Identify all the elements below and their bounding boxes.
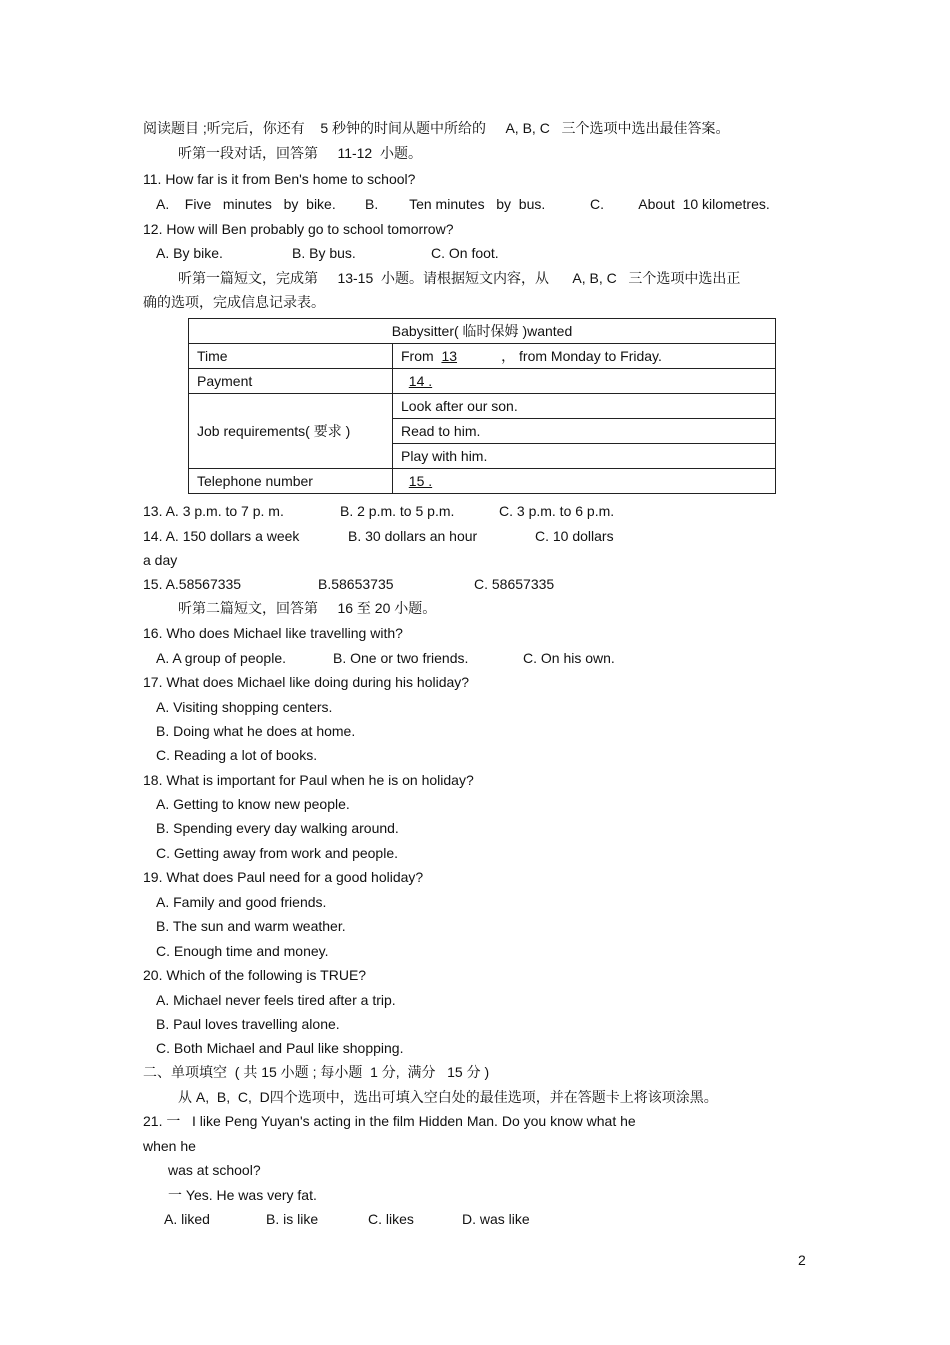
q16-option-b: B. One or two friends.	[333, 650, 469, 666]
q11-stem: 11. How far is it from Ben's home to school?	[143, 171, 416, 187]
q13-option-a: 13. A. 3 p.m. to 7 p. m.	[143, 503, 284, 519]
time-from: From	[401, 348, 434, 364]
q16-stem: 16. Who does Michael like travelling with?	[143, 625, 403, 641]
q15-option-a: 15. A.58567335	[143, 576, 242, 592]
q20-option-b: B. Paul loves travelling alone.	[156, 1016, 340, 1032]
blank-15: 15 .	[408, 473, 433, 489]
time-cell	[393, 344, 776, 369]
section-2-heading-cont: 确的选项，完成信息记录表。	[143, 294, 325, 310]
q15-option-b: B.58653735	[318, 576, 394, 592]
q17-option-c: C. Reading a lot of books.	[156, 747, 318, 763]
job-item: Play with him.	[393, 444, 776, 469]
q21-option-c: C. likes	[368, 1211, 414, 1227]
q21-line-4: 一 Yes. He was very fat.	[168, 1187, 317, 1203]
q20-option-c: C. Both Michael and Paul like shopping.	[156, 1040, 404, 1056]
q18-stem: 18. What is important for Paul when he is on holiday?	[143, 772, 474, 788]
job-label: Job requirements( 要求 )	[189, 394, 393, 469]
q16-option-a: A. A group of people.	[156, 650, 286, 666]
q12-option-b: B. By bus.	[292, 245, 356, 261]
q21-option-a: A. liked	[164, 1211, 210, 1227]
q12-stem: 12. How will Ben probably go to school tomorrow?	[143, 221, 454, 237]
blank-13: 13	[441, 348, 458, 364]
q19-option-a: A. Family and good friends.	[156, 894, 327, 910]
q15-option-c: C. 58657335	[474, 576, 555, 592]
time-rest: ， from Monday to Friday.	[501, 348, 662, 364]
intro-line: 阅读题目 ;听完后，你还有 5 秒钟的时间从题中所给的 A, B, C 三个选项中选出最佳答案。	[143, 120, 730, 136]
q21-option-d: D. was like	[462, 1211, 530, 1227]
q20-stem: 20. Which of the following is TRUE?	[143, 967, 367, 983]
q16-option-c: C. On his own.	[523, 650, 615, 666]
q14-option-c-cont: a day	[143, 552, 178, 568]
q17-option-b: B. Doing what he does at home.	[156, 723, 356, 739]
q18-option-a: A. Getting to know new people.	[156, 796, 350, 812]
q11-option-a: A. Five minutes by bike.	[156, 196, 336, 212]
table-row	[189, 394, 776, 419]
info-table	[188, 318, 776, 494]
q21-line-1: 21. 一 I like Peng Yuyan's acting in the film Hidden Man. Do you know what he	[143, 1113, 636, 1129]
page-number: 2	[798, 1252, 806, 1268]
table-title: Babysitter( 临时保姆 )wanted	[189, 319, 776, 344]
q19-stem: 19. What does Paul need for a good holiday?	[143, 869, 424, 885]
q14-option-b: B. 30 dollars an hour	[348, 528, 478, 544]
q13-option-c: C. 3 p.m. to 6 p.m.	[499, 503, 615, 519]
q21-option-b: B. is like	[266, 1211, 319, 1227]
table-row	[189, 369, 776, 394]
q11-option-b: B. Ten minutes by bus.	[365, 196, 546, 212]
q14-option-a: 14. A. 150 dollars a week	[143, 528, 300, 544]
time-label: Time	[189, 344, 393, 369]
payment-label: Payment	[189, 369, 393, 394]
q21-line-2: when he	[143, 1138, 196, 1154]
table-row	[189, 319, 776, 344]
q17-stem: 17. What does Michael like doing during his holiday?	[143, 674, 470, 690]
job-item: Look after our son.	[393, 394, 776, 419]
q12-option-a: A. By bike.	[156, 245, 223, 261]
q11-option-c: C. About 10 kilometres.	[590, 196, 770, 212]
phone-cell	[393, 469, 776, 494]
section-3-heading: 听第二篇短文，回答第 16 至 20 小题。	[178, 600, 437, 616]
phone-label: Telephone number	[189, 469, 393, 494]
table-row	[189, 469, 776, 494]
q19-option-b: B. The sun and warm weather.	[156, 918, 346, 934]
q18-option-c: C. Getting away from work and people.	[156, 845, 399, 861]
q12-option-c: C. On foot.	[431, 245, 499, 261]
q18-option-b: B. Spending every day walking around.	[156, 820, 399, 836]
section-2-heading: 听第一篇短文，完成第 13-15 小题。请根据短文内容，从 A, B, C 三个选项中选出正	[178, 270, 741, 286]
section-1-heading: 听第一段对话，回答第 11-12 小题。	[178, 145, 422, 161]
blank-14: 14 .	[408, 373, 433, 389]
q17-option-a: A. Visiting shopping centers.	[156, 699, 333, 715]
part-2-title: 二、单项填空 ( 共 15 小题 ; 每小题 1 分, 满分 15 分 )	[143, 1064, 490, 1080]
payment-cell	[393, 369, 776, 394]
q20-option-a: A. Michael never feels tired after a trip.	[156, 992, 396, 1008]
q19-option-c: C. Enough time and money.	[156, 943, 329, 959]
part-2-instructions: 从 A, B, C, D四个选项中，选出可填入空白处的最佳选项，并在答题卡上将该项涂黑。	[178, 1089, 718, 1105]
q13-option-b: B. 2 p.m. to 5 p.m.	[340, 503, 455, 519]
q14-option-c: C. 10 dollars	[535, 528, 614, 544]
table-row	[189, 344, 776, 369]
job-item: Read to him.	[393, 419, 776, 444]
q21-line-3: was at school?	[168, 1162, 261, 1178]
